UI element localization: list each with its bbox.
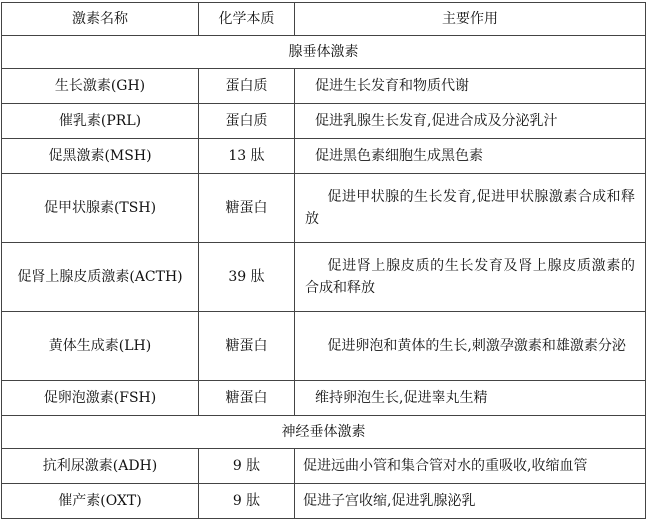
section-title: 神经垂体激素 bbox=[2, 416, 646, 449]
hormone-name-cell: 黄体生成素(LH) bbox=[2, 312, 199, 381]
hormone-name-cell: 生长激素(GH) bbox=[2, 69, 199, 104]
hormone-name-cell: 促甲状腺素(TSH) bbox=[2, 174, 199, 243]
hormone-name-cell: 促卵泡激素(FSH) bbox=[2, 381, 199, 416]
chemical-nature-cell: 蛋白质 bbox=[199, 69, 295, 104]
header-main-function: 主要作用 bbox=[295, 3, 646, 36]
table-row bbox=[2, 381, 646, 416]
function-cell: 促进肾上腺皮质的生长发育及肾上腺皮质激素的合成和释放 bbox=[295, 243, 646, 312]
chemical-nature-cell: 糖蛋白 bbox=[199, 312, 295, 381]
chemical-nature-cell: 13 肽 bbox=[199, 139, 295, 174]
chemical-nature-cell: 9 肽 bbox=[199, 449, 295, 484]
table-row bbox=[2, 449, 646, 484]
section-title: 腺垂体激素 bbox=[2, 36, 646, 69]
function-cell: 促进卵泡和黄体的生长,刺激孕激素和雄激素分泌 bbox=[295, 312, 646, 381]
function-cell: 促进黑色素细胞生成黑色素 bbox=[295, 139, 646, 174]
function-cell: 促进乳腺生长发育,促进合成及分泌乳汁 bbox=[295, 104, 646, 139]
hormone-name-cell: 促肾上腺皮质激素(ACTH) bbox=[2, 243, 199, 312]
chemical-nature-cell: 9 肽 bbox=[199, 484, 295, 519]
chemical-nature-cell: 糖蛋白 bbox=[199, 381, 295, 416]
table-row bbox=[2, 104, 646, 139]
table-row bbox=[2, 174, 646, 243]
hormone-name-cell: 催产素(OXT) bbox=[2, 484, 199, 519]
chemical-nature-cell: 糖蛋白 bbox=[199, 174, 295, 243]
table-header-row bbox=[2, 3, 646, 36]
table-row bbox=[2, 243, 646, 312]
pituitary-hormone-table bbox=[1, 2, 646, 519]
chemical-nature-cell: 蛋白质 bbox=[199, 104, 295, 139]
function-cell: 促进生长发育和物质代谢 bbox=[295, 69, 646, 104]
header-chemical-nature: 化学本质 bbox=[199, 3, 295, 36]
hormone-name-cell: 抗利尿激素(ADH) bbox=[2, 449, 199, 484]
table-row bbox=[2, 69, 646, 104]
section-row-neurohypophysis bbox=[2, 416, 646, 449]
header-hormone-name: 激素名称 bbox=[2, 3, 199, 36]
function-cell: 促进子宫收缩,促进乳腺泌乳 bbox=[295, 484, 646, 519]
table-row bbox=[2, 312, 646, 381]
table-row bbox=[2, 484, 646, 519]
function-cell: 促进远曲小管和集合管对水的重吸收,收缩血管 bbox=[295, 449, 646, 484]
hormone-name-cell: 促黑激素(MSH) bbox=[2, 139, 199, 174]
section-row-adenohypophysis bbox=[2, 36, 646, 69]
chemical-nature-cell: 39 肽 bbox=[199, 243, 295, 312]
function-cell: 促进甲状腺的生长发育,促进甲状腺激素合成和释放 bbox=[295, 174, 646, 243]
hormone-name-cell: 催乳素(PRL) bbox=[2, 104, 199, 139]
table-row bbox=[2, 139, 646, 174]
function-cell: 维持卵泡生长,促进睾丸生精 bbox=[295, 381, 646, 416]
